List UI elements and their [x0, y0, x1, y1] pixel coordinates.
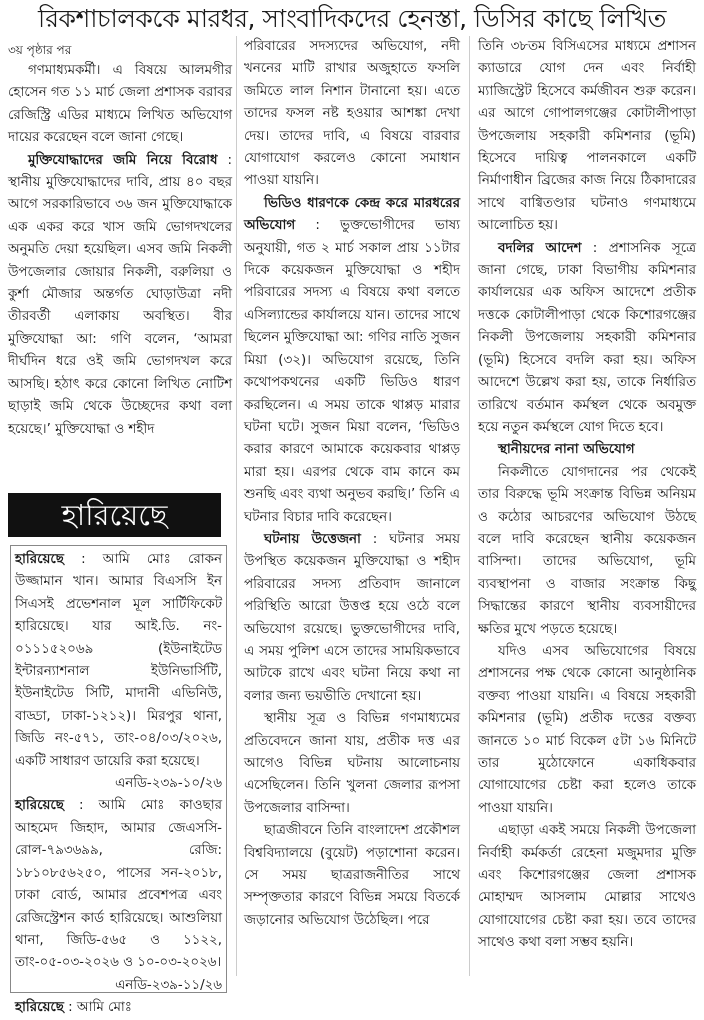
- lost-ads: [15, 549, 222, 1020]
- lost-ad: [15, 549, 222, 773]
- ad-reference: এনডি-২৩৯-১০/২৬: [115, 776, 222, 792]
- subheading: মুক্তিযোদ্ধাদের জমি নিয়ে বিরোধ: [28, 152, 218, 168]
- paragraph-text: গণমাধ্যমকর্মী। এ বিষয়ে আলমগীর হোসেন গত ১১ মার্চ জেলা প্রশাসক বরাবর রেজিস্ট্রি এডির মাধ্যমে লিখিত অভিযোগ দায়ের করেছেন বলে জানা গেছে।: [8, 63, 232, 146]
- paragraph: [478, 641, 696, 820]
- paragraphs: [478, 36, 696, 955]
- paragraph-text: ছাত্রজীবনে তিনি বাংলাদেশ প্রকৌশল বিশ্ববিদ্যালয়ে (বুয়েট) পড়াশোনা করেন। সে সময় ছাত্ররাজনীতির সাথে সম্পৃক্ততার কারণে বিভিন্ন সময়ে বিতর্কে জড়ানোর অভিযোগ উঠেছিল। পরে: [244, 823, 460, 928]
- subheading: ভিডিও ধারণকে কেন্দ্র করে মারধরের অভিযোগ: [244, 195, 460, 234]
- paragraph-text: : ভুক্তভোগীদের ভাষ্য অনুযায়ী, গত ২ মার্চ সকাল প্রায় ১১টার দিকে কয়েকজন মুক্তিযোদ্ধা ও শহীদ পরিবারের সদস্য এ বিষয়ে কথা বলতে এসিল্যান্ডের কার্যালয়ে যান। তাদের সাথে ছিলেন মুক্তিযোদ্ধা আ: গণির নাতি সুজন মিয়া (৩২)। অভিযোগ রয়েছে, তিনি কথোপকথনের একটি ভিডিও ধারণ করছিলেন। এ সময় তাকে থাপ্পড় মারার ঘটনা ঘটে। সুজন মিয়া বলেন, ‘ভিডিও করার কারণে আমাকে কয়েকবার থাপ্পড় মারা হয়। এরপর থেকে বাম কানে কম শুনছি এবং ব্যথা অনুভব করছি।’ তিনি এ ঘটনার বিচার দাবি করেছেন।: [244, 218, 460, 525]
- paragraph: [478, 462, 696, 641]
- paragraph: [244, 193, 460, 529]
- subheading: বদলির আদেশ: [498, 240, 582, 256]
- paragraph-text: তিনি ৩৮তম বিসিএসের মাধ্যমে প্রশাসন ক্যাডারে যোগ দেন এবং নির্বাহী ম্যাজিস্ট্রেট হিসেবে কর্মজীবন শুরু করেন। এর আগে গোপালগঞ্জের কোটালীপাড়া উপজেলায় সহকারী কমিশনার (ভূমি) হিসেবে দায়িত্ব পালনকালে একটি নির্মাণাধীন ব্রিজের কাজ নিয়ে ঠিকাদারের সাথে বাগ্বিতণ্ডার ঘটনাও গণমাধ্যমে আলোচিত হয়।: [478, 39, 696, 234]
- ad-text: : আমি মোঃ কাওছার আহমেদ জিহাদ, আমার জেএসসি-রোল-৭৯৩৬৯৯, রেজি: ১৮১০৮৫৬২৫০, পাসের সন-২০১৮, ঢাকা বোর্ড, আমার প্রবেশপত্র এবং রেজিস্ট্রেশন কার্ড হারিয়েছে। আশুলিয়া থানা, জিডি-৫৬৫ ও ১১২২, তাং-০৫-০৩-২০২৬ ও ১০-০৩-২০২৬।: [15, 798, 222, 971]
- paragraph-text: : প্রশাসনিক সূত্রে জানা গেছে, ঢাকা বিভাগীয় কমিশনার কার্যালয়ের এক অফিস আদেশে প্রতীক দত্তকে কোটালীপাড়া থেকে কিশোরগঞ্জের নিকলী উপজেলায় সহকারী কমিশনার (ভূমি) হিসেবে বদলি করা হয়। অফিস আদেশে উল্লেখ করা হয়, তাকে নির্ধারিত তারিখে বর্তমান কর্মস্থল থেকে অবমুক্ত হয়ে নতুন কর্মস্থলে যোগ দিতে হবে।: [478, 240, 696, 435]
- article-column-2: [244, 36, 460, 932]
- paragraph: [244, 708, 460, 820]
- paragraph: [8, 150, 232, 441]
- lost-section-title: হারিয়েছে: [8, 493, 221, 537]
- ad-lead: হারিয়েছে: [15, 1000, 64, 1016]
- paragraph: [244, 529, 460, 708]
- paragraph: [8, 60, 232, 150]
- paragraph-text: : ঘটনার সময় উপস্থিত কয়েকজন মুক্তিযোদ্ধা ও শহীদ পরিবারের সদস্য প্রতিবাদ জানালে পরিস্থিতি আরো উত্তপ্ত হয়ে ওঠে বলে অভিযোগ রয়েছে। ভুক্তভোগীদের দাবি, এ সময় পুলিশ এসে তাদের সাময়িকভাবে আটকে রাখে এবং ঘটনা নিয়ে কথা না বলার জন্য ভয়ভীতি দেখানো হয়।: [244, 531, 460, 704]
- ad-text: : আমি মোঃ: [63, 1000, 132, 1016]
- column-divider: [469, 36, 470, 976]
- paragraph: [478, 439, 696, 461]
- paragraph-text: পরিবারের সদস্যদের অভিযোগ, নদী খননের মাটি রাখার অজুহাতে ফসলি জমিতে লাল নিশান টানানো হয়। এতে তাদের ফসল নষ্ট হওয়ার আশঙ্কা দেখা দেয়। তাদের দাবি, এ বিষয়ে বারবার যোগাযোগ করলেও কোনো সমাধান পাওয়া যায়নি।: [244, 39, 460, 189]
- ad-lead: হারিয়েছে: [15, 798, 64, 814]
- paragraphs: [8, 60, 232, 441]
- lost-ads-box: [10, 545, 227, 1016]
- ad-reference: এনডি-২৩৯-১১/২৬: [115, 977, 222, 993]
- subheading: ঘটনায় উত্তেজনা: [264, 531, 361, 547]
- lost-ad: [15, 795, 222, 974]
- paragraph: [478, 238, 696, 440]
- paragraph-text: যদিও এসব অভিযোগের বিষয়ে প্রশাসনের পক্ষ থেকে কোনো আনুষ্ঠানিক বক্তব্য পাওয়া যায়নি। এ বিষয়ে সহকারী কমিশনার (ভূমি) প্রতীক দত্তের বক্তব্য জানতে ১০ মার্চ বিকেল ৫টা ১৬ মিনিটে তার মুঠোফোনে একাধিকবার যোগাযোগের চেষ্টা করা হলেও তাকে পাওয়া যায়নি।: [478, 643, 696, 816]
- lost-ad: [15, 997, 222, 1019]
- paragraph: [244, 820, 460, 932]
- subheading: স্থানীয়দের নানা অভিযোগ: [498, 442, 635, 458]
- ad-text: : আমি মোঃ রোকন উজ্জামান খান। আমার বিএসসি ইন সিএসই প্রভেশনাল মূল সার্টিফিকেট হারিয়েছে। যার আই.ডি. নং- ০১১১৫২০৬৯ (ইউনাইটেড ইন্টারন্যাশনাল ইউনিভার্সিটি, ইউনাইটেড সিটি, মাদানী এভিনিউ, বাড্ডা, ঢাকা-১২১২)। মিরপুর থানা, জিডি নং-৫৭১, তাং-০৪/০৩/২০২৬, একটি সাধারণ ডায়েরি করা হয়েছে।: [15, 552, 222, 769]
- paragraph: [478, 820, 696, 954]
- paragraph: [244, 36, 460, 193]
- paragraph-text: : স্থানীয় মুক্তিযোদ্ধাদের দাবি, প্রায় ৪০ বছর আগে সরকারিভাবে ৩৬ জন মুক্তিযোদ্ধাকে এক একর করে খাস জমি ভোগদখলের অনুমতি দেয়া হয়েছিল। এসব জমি নিকলী উপজেলার জোয়ার নিকলী, বরুলিয়া ও কুর্শা মৌজার অন্তর্গত ঘোড়াউত্রা নদী তীরবর্তী এলাকায় অবস্থিত। বীর মুক্তিযোদ্ধা আ: গণি বলেন, ‘আমরা দীর্ঘদিন ধরে ওই জমি ভোগদখল করে আসছি। হঠাৎ করে কোনো লিখিত নোটিশ ছাড়াই জমি থেকে উচ্ছেদের কথা বলা হয়েছে।’ মুক্তিযোদ্ধা ও শহীদ: [8, 152, 232, 437]
- paragraph-text: নিকলীতে যোগদানের পর থেকেই তার বিরুদ্ধে ভূমি সংক্রান্ত বিভিন্ন অনিয়ম ও কঠোর আচরণের অভিযোগ উঠছে বলে দাবি করেছেন স্থানীয় কয়েকজন বাসিন্দা। তাদের অভিযোগ, ভূমি ব্যবস্থাপনা ও বাজার সংক্রান্ত কিছু সিদ্ধান্তের কারণে স্থানীয় ব্যবসায়ীদের ক্ষতির মুখে পড়তে হয়েছে।: [478, 464, 696, 637]
- paragraph-text: এছাড়া একই সময়ে নিকলী উপজেলা নির্বাহী কর্মকর্তা রেহেনা মজুমদার মুক্তি এবং কিশোরগঞ্জের জেলা প্রশাসক মোহাম্মদ আসলাম মোল্লার সাথেও যোগাযোগের চেষ্টা করা হয়। তবে তাদের সাথেও কথা বলা সম্ভব হয়নি।: [478, 823, 696, 951]
- paragraph-text: স্থানীয় সূত্র ও বিভিন্ন গণমাধ্যমের প্রতিবেদনে জানা যায়, প্রতীক দত্ত এর আগেও বিভিন্ন ঘটনায় আলোচনায় এসেছিলেন। তিনি খুলনা জেলার রূপসা উপজেলার বাসিন্দা।: [244, 711, 460, 816]
- ad-lead: হারিয়েছে: [15, 552, 64, 567]
- article-column-3: [478, 36, 696, 955]
- paragraphs: [244, 36, 460, 932]
- continued-from-label: ৩য় পৃষ্ঠার পর: [8, 43, 72, 57]
- paragraph: [478, 36, 696, 238]
- article-column-1: [8, 40, 232, 441]
- column-divider: [236, 36, 237, 976]
- headline: রিকশাচালককে মারধর, সাংবাদিকদের হেনস্তা, ডিসির কাছে লিখিত: [38, 4, 666, 33]
